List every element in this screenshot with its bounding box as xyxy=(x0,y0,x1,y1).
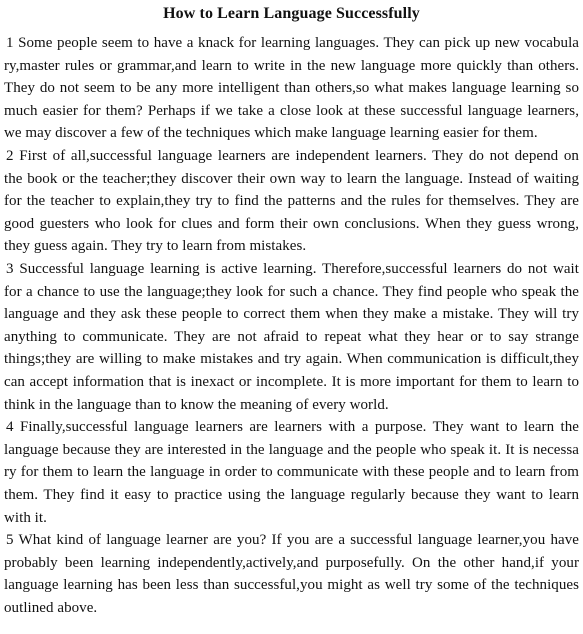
text-line: think in the language than to know the meaning of every world. xyxy=(4,396,389,413)
text-line: for a chance to use the language;they look for such a chance. They find people who speak the xyxy=(4,283,579,300)
text-line: 5 What kind of language learner are you? If you are a successful language learner,you have xyxy=(6,532,579,549)
text-line: good guesters who look for clues and form their own conclusions. When they guess wrong, xyxy=(4,215,579,232)
text-line: things;they are willing to make mistakes and try again. When communication is difficult,they xyxy=(4,351,579,368)
text-line: we may discover a few of the techniques which make language learning easier for them. xyxy=(4,125,538,142)
text-line: 2 First of all,successful language learners are independent learners. They do not depend on xyxy=(6,148,579,164)
text-line: 4 Finally,successful language learners are learners with a purpose. They want to learn the xyxy=(6,419,579,436)
text-line: language learning has been less than successful,you might as well try some of the techniques xyxy=(4,577,579,594)
text-line: language because they are interested in the language and the people who speak it. It is necessa xyxy=(4,441,579,458)
text-line: much easier for them? Perhaps if we take a close look at these successful language learners, xyxy=(4,102,579,119)
text-line: anything to communicate. They are not afraid to repeat what they hear or to say strange xyxy=(4,328,579,345)
text-line: with it. xyxy=(4,509,47,526)
text-line: can accept information that is inexact or incomplete. It is more important for them to learn to xyxy=(4,374,579,390)
document-title: How to Learn Language Successfully xyxy=(163,5,420,22)
text-line: ry for them to learn the language in order to communicate with these people and to learn from xyxy=(4,464,579,481)
text-line: outlined above. xyxy=(4,600,98,616)
text-line: they guess again. They try to learn from mistakes. xyxy=(4,238,307,255)
text-line: 1 Some people seem to have a knack for learning languages. They can pick up new vocabula xyxy=(6,35,579,51)
text-line: the book or the teacher;they discover their own way to learn the language. Instead of waiting xyxy=(4,170,579,187)
text-line: probably been learning independently,actively,and purposefully. On the other hand,if your xyxy=(4,554,579,571)
text-line: They do not seem to be any more intelligent than others,so what makes language learning so xyxy=(4,80,579,97)
text-line: language and they ask these people to correct them when they make a mistake. They will try xyxy=(4,306,579,323)
text-line: for the teacher to explain,they try to find the patterns and the rules for themselves. They are xyxy=(4,193,579,210)
text-line: ry,master rules or grammar,and learn to write in the new language more quickly than others. xyxy=(4,57,579,74)
text-line: 3 Successful language learning is active learning. Therefore,successful learners do not wait xyxy=(6,261,579,277)
text-line: them. They find it easy to practice using the language regularly because they want to learn xyxy=(4,487,579,503)
